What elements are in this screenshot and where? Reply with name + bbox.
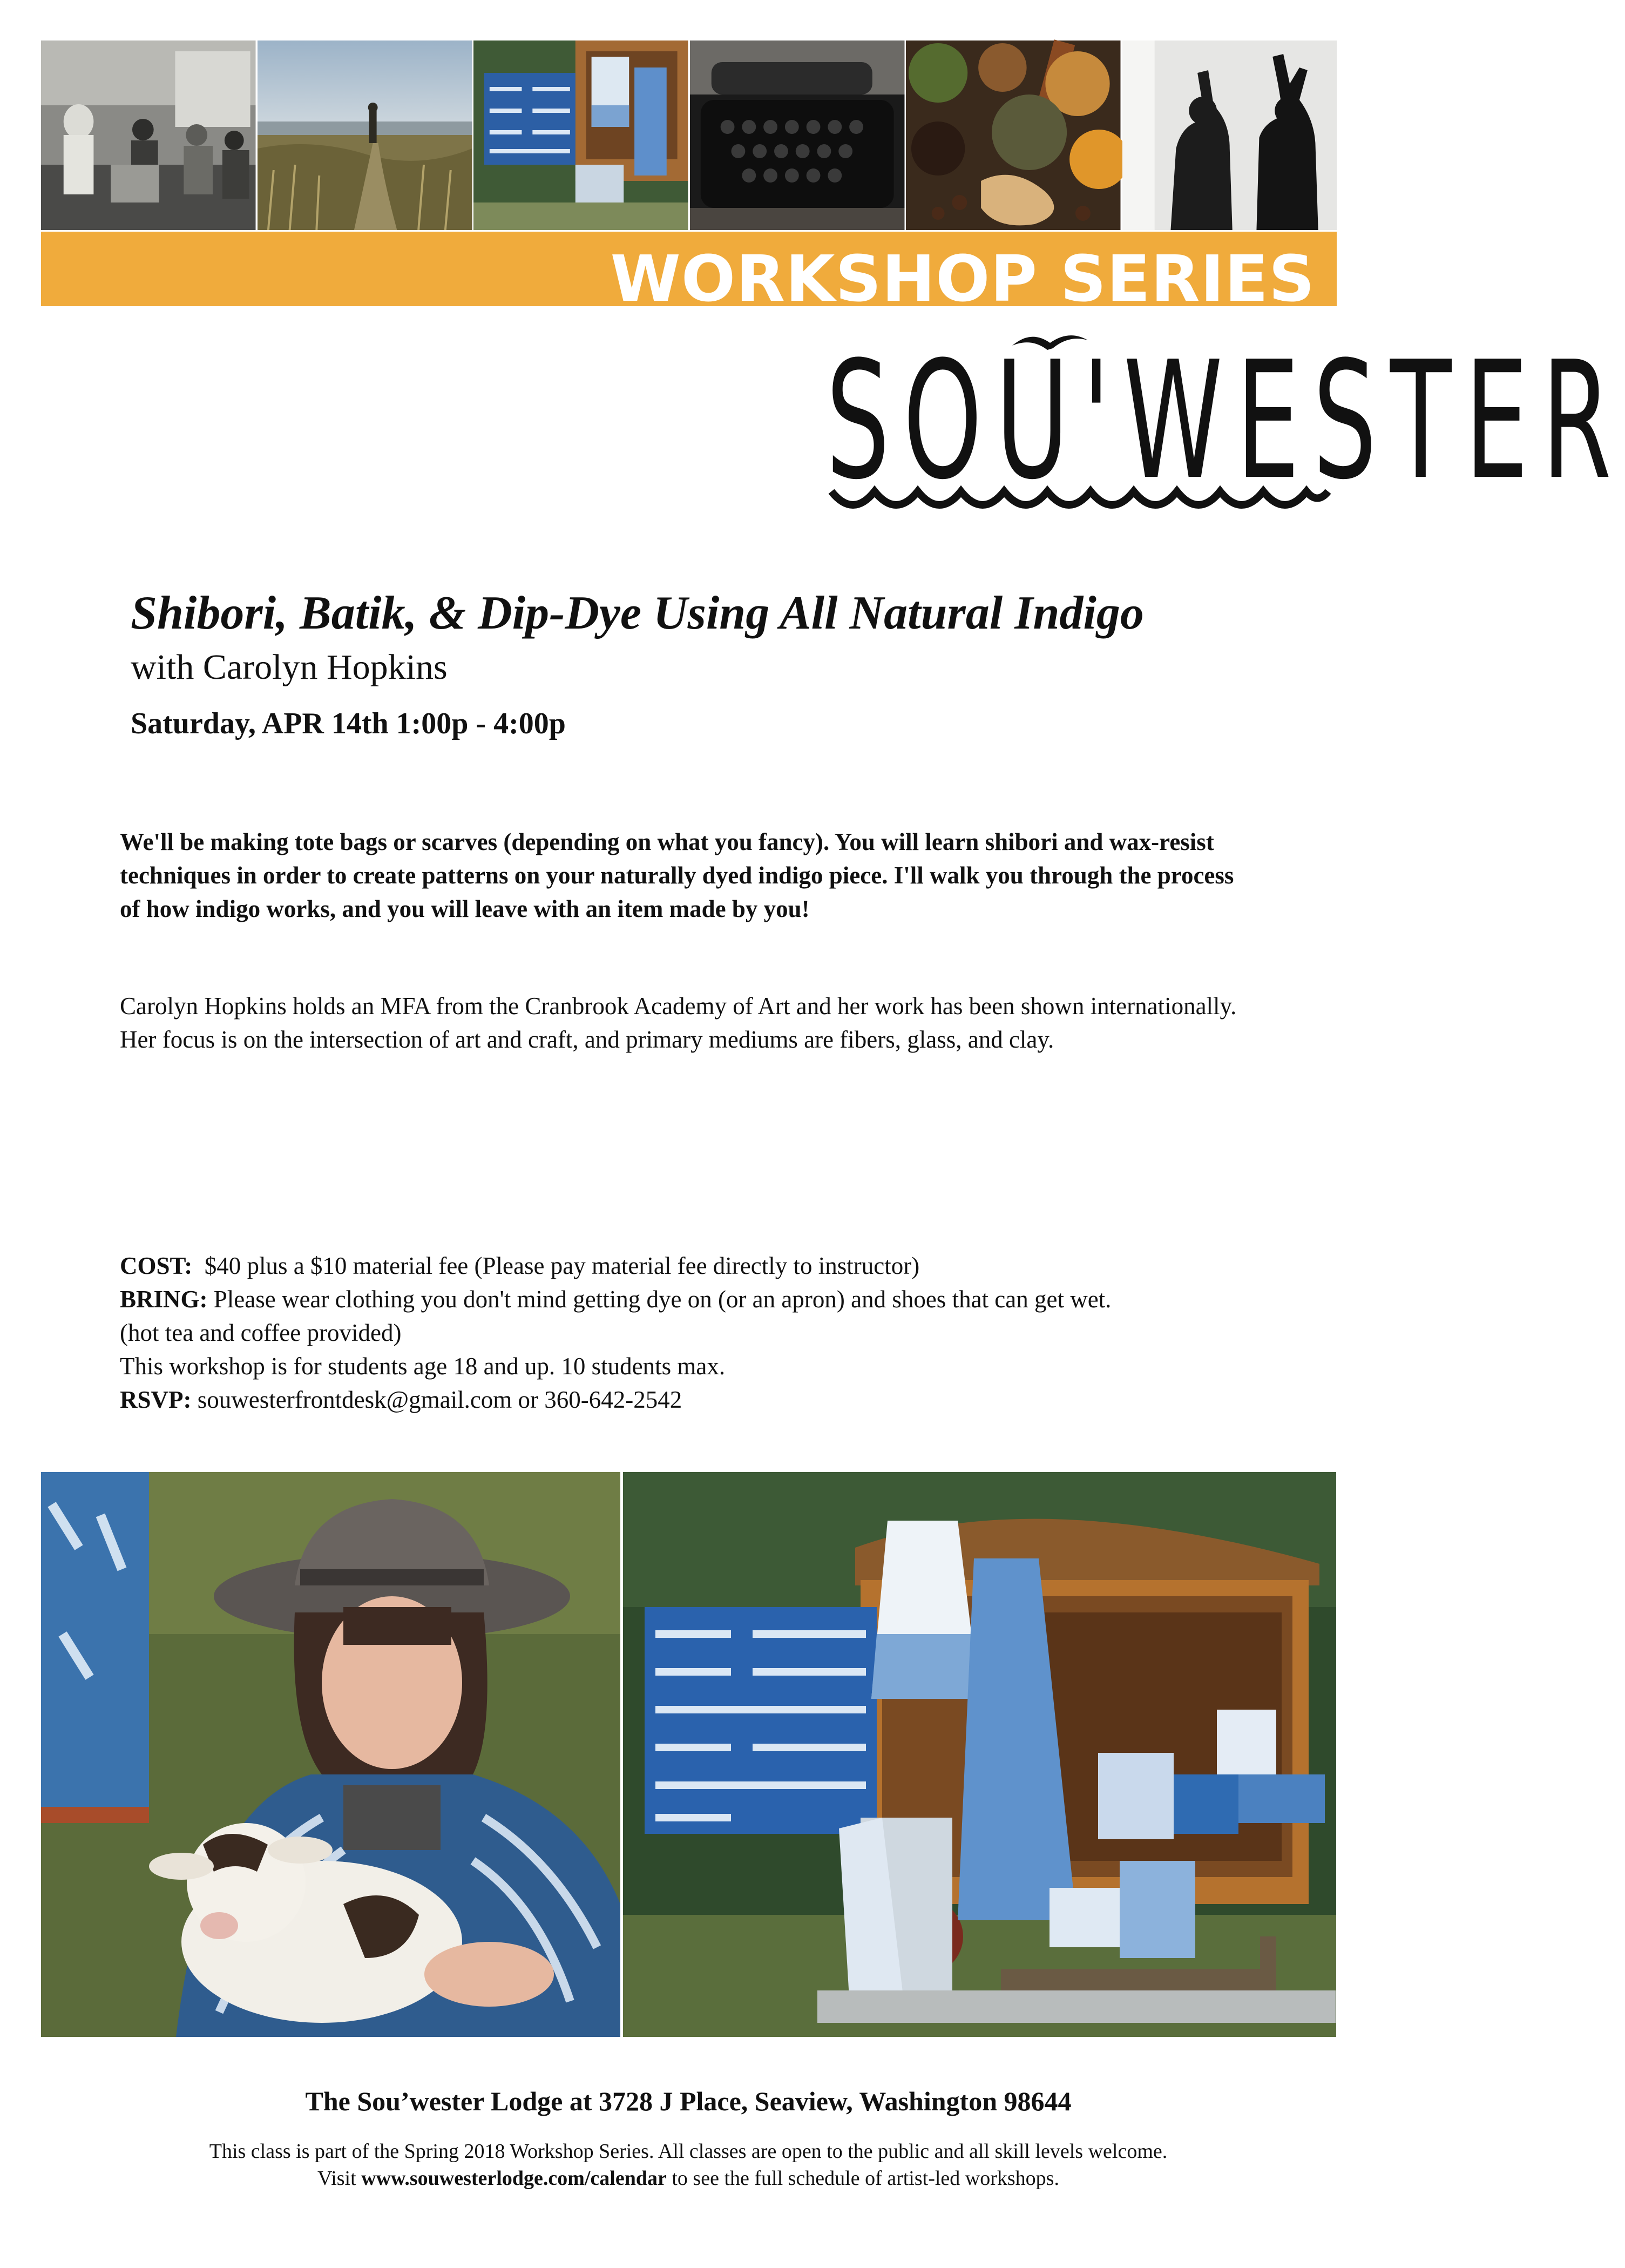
cost-label: COST: xyxy=(120,1252,193,1279)
cost-line xyxy=(120,1249,1264,1282)
bring-note: (hot tea and coffee provided) xyxy=(120,1319,402,1346)
event-datetime: Saturday, APR 14th 1:00p - 4:00p xyxy=(131,707,566,740)
header-photo-strip xyxy=(41,40,1337,230)
dancers-silhouette-photo xyxy=(1122,40,1337,230)
calendar-suffix: to see the full schedule of artist-led workshops. xyxy=(672,2167,1059,2190)
event-instructor: with Carolyn Hopkins xyxy=(131,647,448,687)
waves-icon xyxy=(831,486,1328,518)
rsvp-value: souwesterfrontdesk@gmail.com or 360-642-2542 xyxy=(197,1386,682,1413)
calendar-link[interactable]: www.souwesterlodge.com/calendar xyxy=(361,2167,667,2190)
vintage-typewriter-photo xyxy=(690,40,906,230)
instructor-bio: Carolyn Hopkins holds an MFA from the Cranbrook Academy of Art and her work has been shown internationally. Her focus is on the intersection of art and craft, and primary mediums are fibers, glass, and clay. xyxy=(120,993,1237,1053)
bring-label: BRING: xyxy=(120,1286,208,1313)
venue-address: The Sou’wester Lodge at 3728 J Place, Seaview, Washington 98644 xyxy=(305,2086,1072,2116)
seagull-icon xyxy=(1010,324,1091,356)
logo-wordmark: SOU'WESTER xyxy=(826,327,1625,515)
calendar-prefix: Visit xyxy=(317,2167,356,2190)
workshop-series-banner xyxy=(41,232,1337,316)
rsvp-label: RSVP: xyxy=(120,1386,192,1413)
series-note: This class is part of the Spring 2018 Workshop Series. All classes are open to the public and all skill levels welcome. xyxy=(209,2140,1168,2163)
event-title: Shibori, Batik, & Dip-Dye Using All Natural Indigo xyxy=(131,587,1144,639)
souwester-logo xyxy=(826,324,1625,518)
bring-line xyxy=(120,1282,1264,1316)
spices-ginger-photo xyxy=(906,40,1122,230)
figure-drawing-class-photo xyxy=(41,40,258,230)
indigo-textiles-wagon-photo xyxy=(473,40,690,230)
age-note: This workshop is for students age 18 and up. 10 students max. xyxy=(120,1353,726,1380)
bring-value: Please wear clothing you don't mind getting dye on (or an apron) and shoes that can get wet. xyxy=(213,1286,1112,1313)
banner-title: WORKSHOP SERIES xyxy=(610,241,1315,316)
indigo-wagon-display-photo xyxy=(623,1472,1336,2037)
cost-value: $40 plus a $10 material fee (Please pay material fee directly to instructor) xyxy=(204,1252,920,1279)
event-description: We'll be making tote bags or scarves (depending on what you fancy). You will learn shibori and wax-resist techniques in order to create patterns on your naturally dyed indigo piece. I'll walk you through the process of how indigo works, and you will leave with an item made by you! xyxy=(120,828,1234,922)
instructor-with-goat-photo xyxy=(41,1472,620,2037)
calendar-note xyxy=(0,2166,1377,2190)
coastal-grass-walker-photo xyxy=(258,40,474,230)
event-details xyxy=(120,1249,1264,1416)
rsvp-line xyxy=(120,1383,1264,1416)
